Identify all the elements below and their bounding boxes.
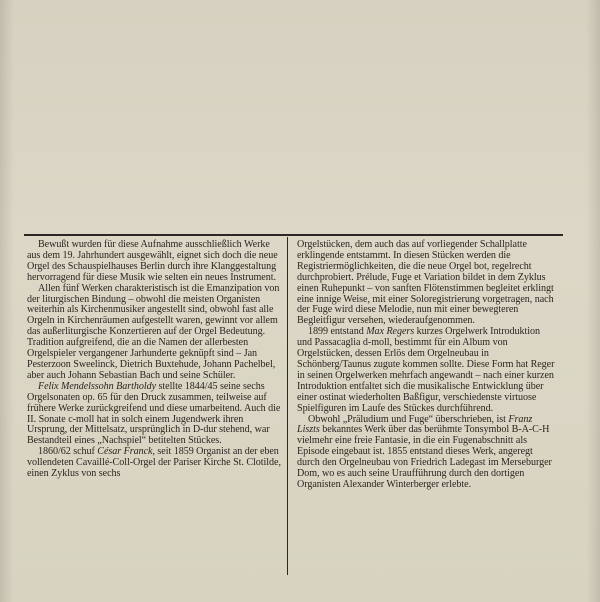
composer-franck: César Franck xyxy=(97,446,153,458)
right-paragraph-2-text: kurzes Orgelwerk Introduktion und Passacaglia d-moll, bestimmt für ein Album von Orgelstücken, dessen Erlös dem Orgelneubau in Schönberg/Taunus zugute kommen sollte. Diese Form hat Reger in seinen Orgelwerken mehrfach angewandt – nach einer kurzen Introduktion entfaltet sich die musikalische Entwicklung über einer ostinat wiederholten Baßfigur, verschiedenste virtuose Spielfiguren im Laufe des Stückes durchführend. xyxy=(297,326,555,414)
left-paragraph-3 xyxy=(27,382,285,447)
left-paragraph-3-text: stellte 1844/45 seine sechs Orgelsonaten op. 65 für den Druck zusammen, teilweise auf frühere Werke zurückgreifend und diese umarbeitend. Auch die II. Sonate c-moll hat in solch einem Jugendwerk ihren Ursprung, der Mittelsatz, ursprünglich in D-dur stehend, war Bestandteil eines „Nachspiel“ betitelten Stückes. xyxy=(27,380,281,447)
left-paragraph-4-text: , seit 1859 Organist an der eben vollendeten Cavaillé-Coll-Orgel der Pariser Kirche St. Clotilde, einen Zyklus von sechs xyxy=(27,446,281,480)
left-paragraph-1: Bewußt wurden für diese Aufnahme ausschließlich Werke aus dem 19. Jahrhundert ausgewählt, eignet sich doch die neue Orgel des Schauspielhauses Berlin durch ihre Klanggestaltung hervorragend für diese Musik wie selten ein neues Instrument. xyxy=(27,239,278,283)
column-divider xyxy=(287,237,288,575)
composer-mendelssohn: Felix Mendelssohn Bartholdy xyxy=(38,380,157,392)
composer-reger: Max Regers xyxy=(366,326,415,338)
page-fold-shadow-right xyxy=(586,0,600,602)
left-paragraph-2: Allen fünf Werken charakteristisch ist die Emanzipation von der liturgischen Bindung – obwohl die meisten Organisten weiterhin als Kirchenmusiker angestellt sind, obwohl fast alle Orgeln in Kirchenräumen aufgestellt waren, gewinnt vor allem das außerliturgische Konzertieren auf der Orgel Bedeutung. Tradition aufgreifend, die an die Namen der allerbesten Orgelspieler vergangener Jarhunderte geknüpft sind – Jan Pesterzoon Sweelinck, Dietrich Buxtehude, Johann Pachelbel, aber auch Johann Sebastian Bach und seine Schüler. xyxy=(27,282,280,381)
left-paragraph-4-lead: 1860/62 schuf xyxy=(38,446,98,458)
right-paragraph-1: Orgelstücken, dem auch das auf vorliegender Schallplatte erklingende entstammt. In diesen Stücken werden die Registriermöglichkeiten, die die neue Orgel bot, regelrecht durchprobiert. Prélude, Fuge et Variation bildet in dem Zyklus einen Ruhepunkt – von sanften Flötenstimmen begleitet erklingt eine innige Weise, mit einer Soloregistrierung vorgetragen, nach der Fuge wird diese Melodie, nun mit einer bewegteren Begleitfigur versehen, wiederaufgenommen. xyxy=(297,239,554,327)
right-paragraph-2-lead: 1899 entstand xyxy=(308,326,367,338)
right-paragraph-3-text: bekanntes Werk über das berühmte Tonsymbol B-A-C-H vielmehr eine freie Fantasie, in die ein Fugenabschnitt als Episode eingebaut ist. 1855 entstand dieses Werk, angeregt durch den Orgelneubau von Friedrich Ladegast im Merseburger Dom, wo es auch seine Uraufführung durch den dortigen Organisten Alexander Winterberger erlebte. xyxy=(297,424,552,490)
right-paragraph-3 xyxy=(297,415,557,491)
page-fold-shadow-left xyxy=(0,0,14,602)
right-paragraph-3-lead: Obwohl „Präludium und Fuge“ überschrieben, ist xyxy=(308,413,509,425)
left-column xyxy=(27,240,285,480)
left-paragraph-4 xyxy=(27,447,285,480)
right-column xyxy=(297,240,557,491)
right-paragraph-2 xyxy=(297,327,557,414)
composer-liszt: Franz Liszts xyxy=(297,413,533,436)
top-rule xyxy=(24,234,563,236)
